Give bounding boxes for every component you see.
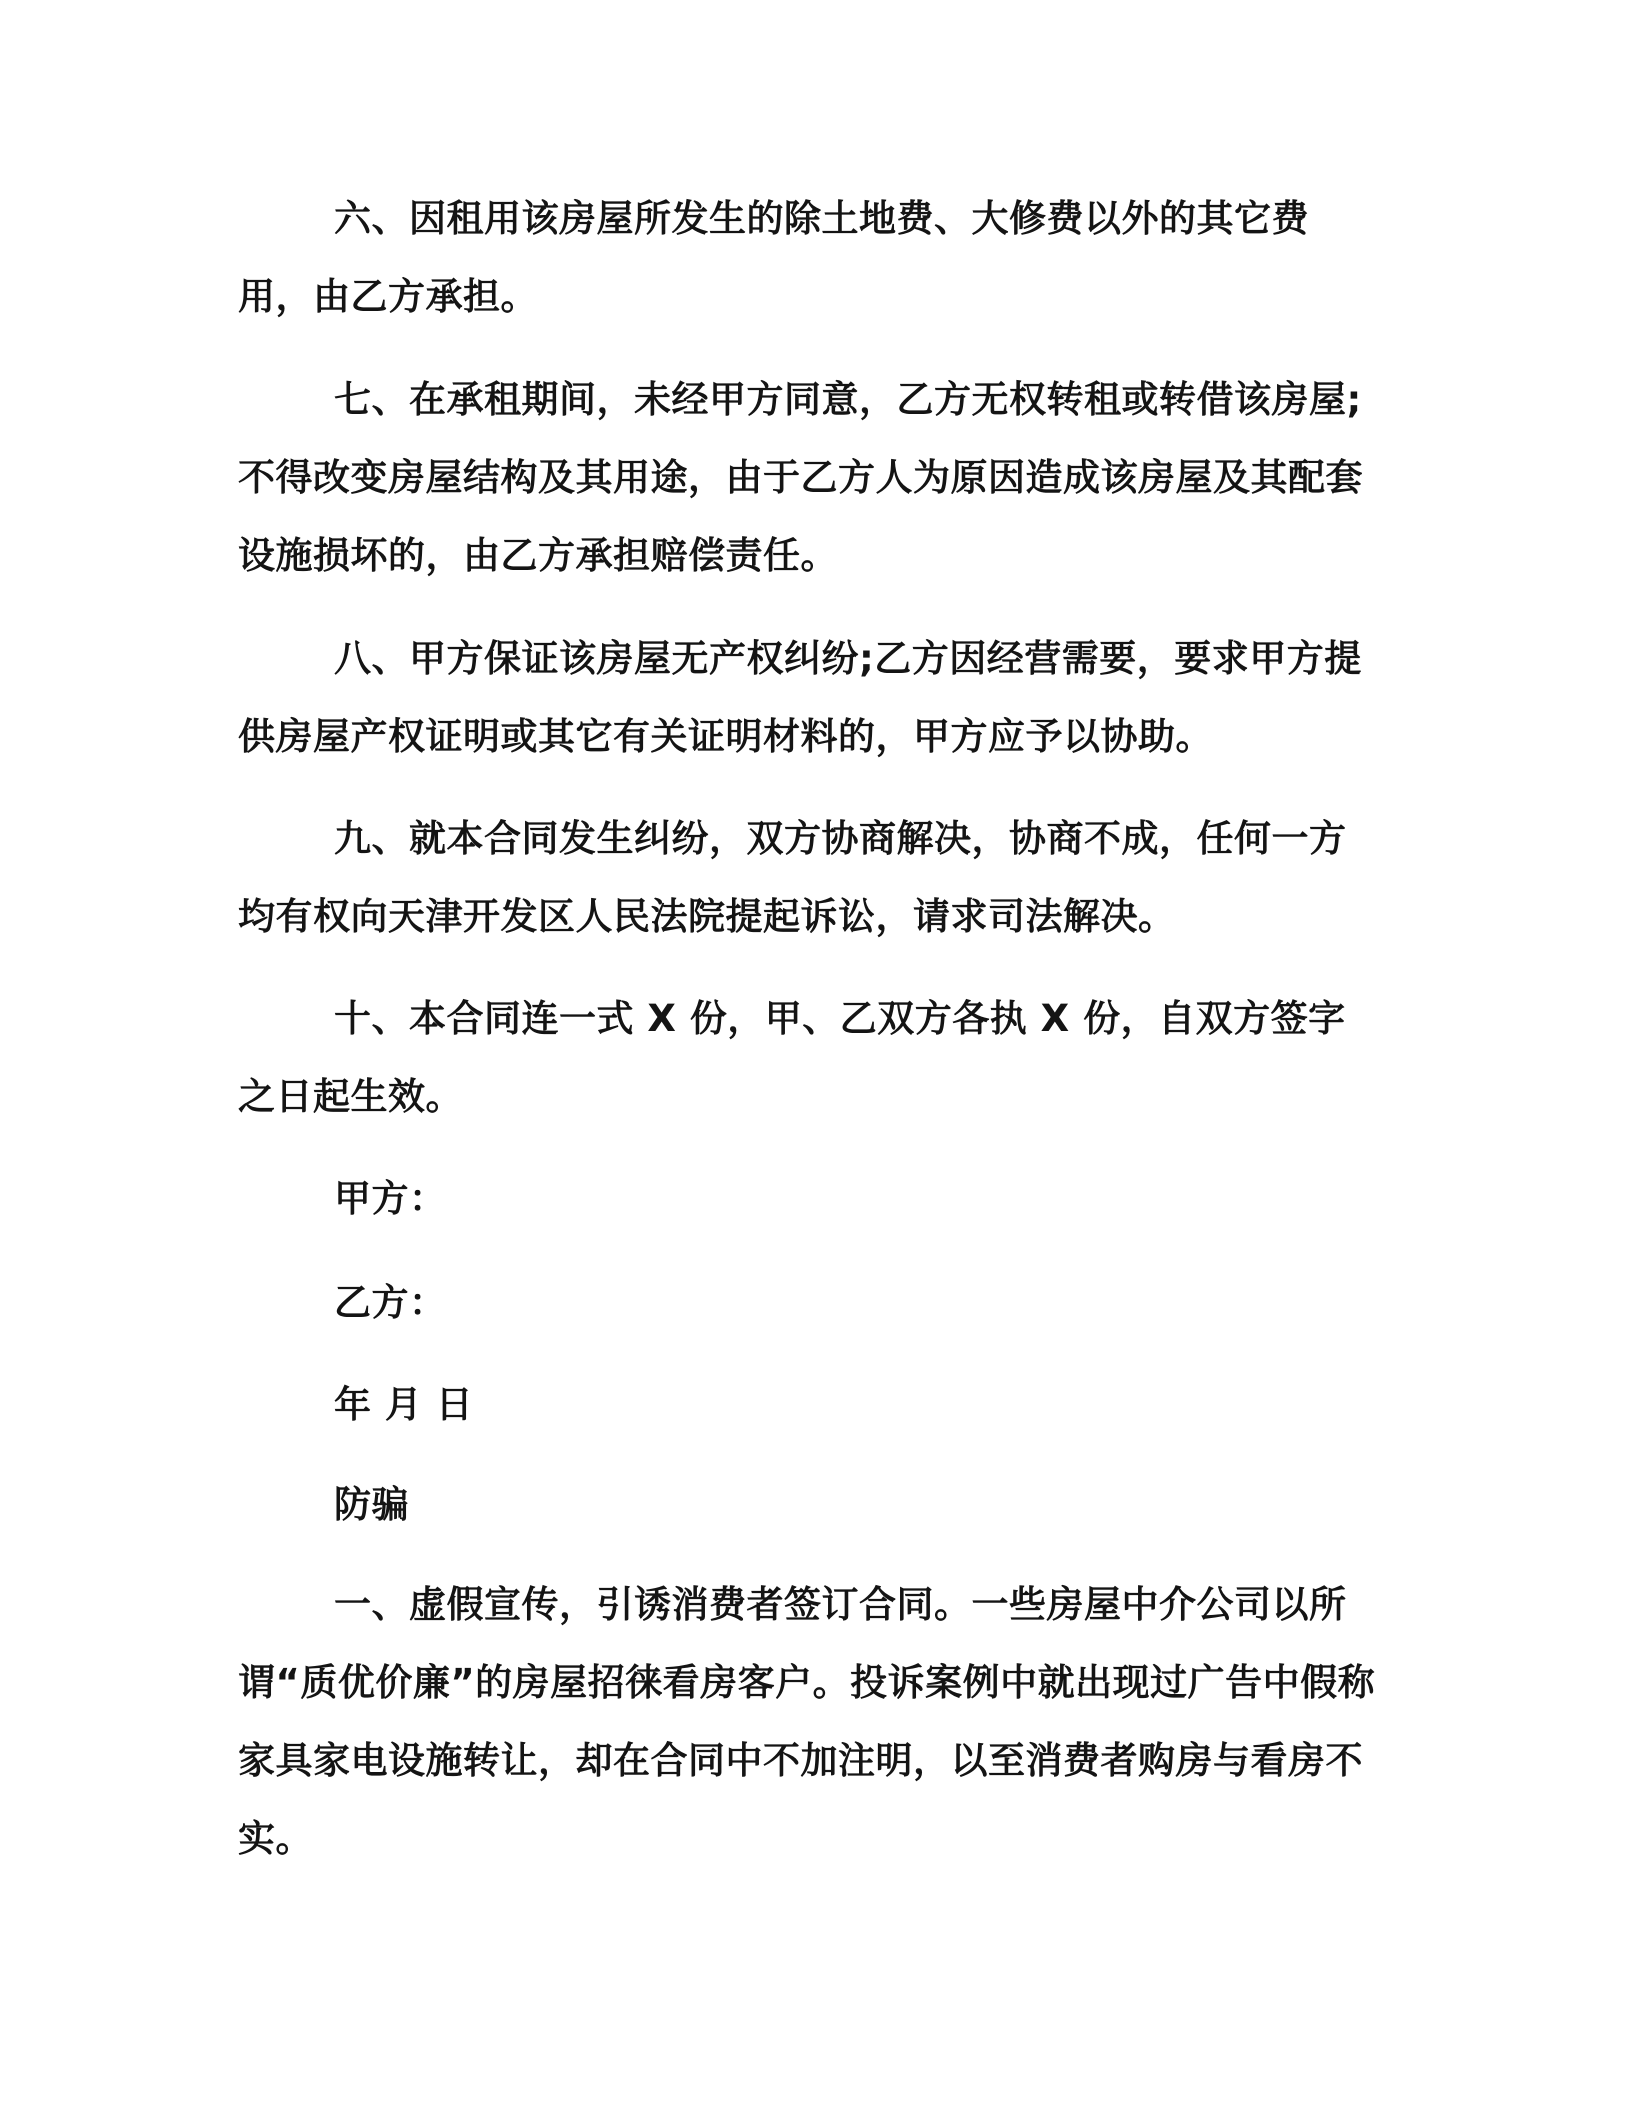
signature-party-a: 甲方： (334, 1177, 447, 1220)
clause-ten: 十、本合同连一式 X 份，甲、乙双方各执 X 份，自双方签字之日起生效。 (238, 997, 1346, 1118)
signature-date: 年 月 日 (334, 1383, 474, 1426)
clause-six: 六、因租用该房屋所发生的除土地费、大修费以外的其它费用，由乙方承担。 (238, 197, 1309, 318)
clause-nine: 九、就本合同发生纠纷，双方协商解决，协商不成，任何一方均有权向天津开发区人民法院提起诉讼，请求司法解决。 (238, 817, 1347, 938)
signature-party-b: 乙方： (334, 1281, 447, 1324)
clause-seven: 七、在承租期间，未经甲方同意，乙方无权转租或转借该房屋;不得改变房屋结构及其用途，由于乙方人为原因造成该房屋及其配套设施损坏的，由乙方承担赔偿责任。 (238, 378, 1363, 577)
clause-eight: 八、甲方保证该房屋无产权纠纷;乙方因经营需要，要求甲方提供房屋产权证明或其它有关证明材料的，甲方应予以协助。 (238, 637, 1362, 758)
warning-clause-one: 一、虚假宣传，引诱消费者签订合同。一些房屋中介公司以所谓“质优价廉”的房屋招徕看房客户。投诉案例中就出现过广告中假称家具家电设施转让，却在合同中不加注明，以至消费者购房与看房不实。 (238, 1583, 1376, 1860)
section-heading: 防骗 (334, 1483, 409, 1526)
